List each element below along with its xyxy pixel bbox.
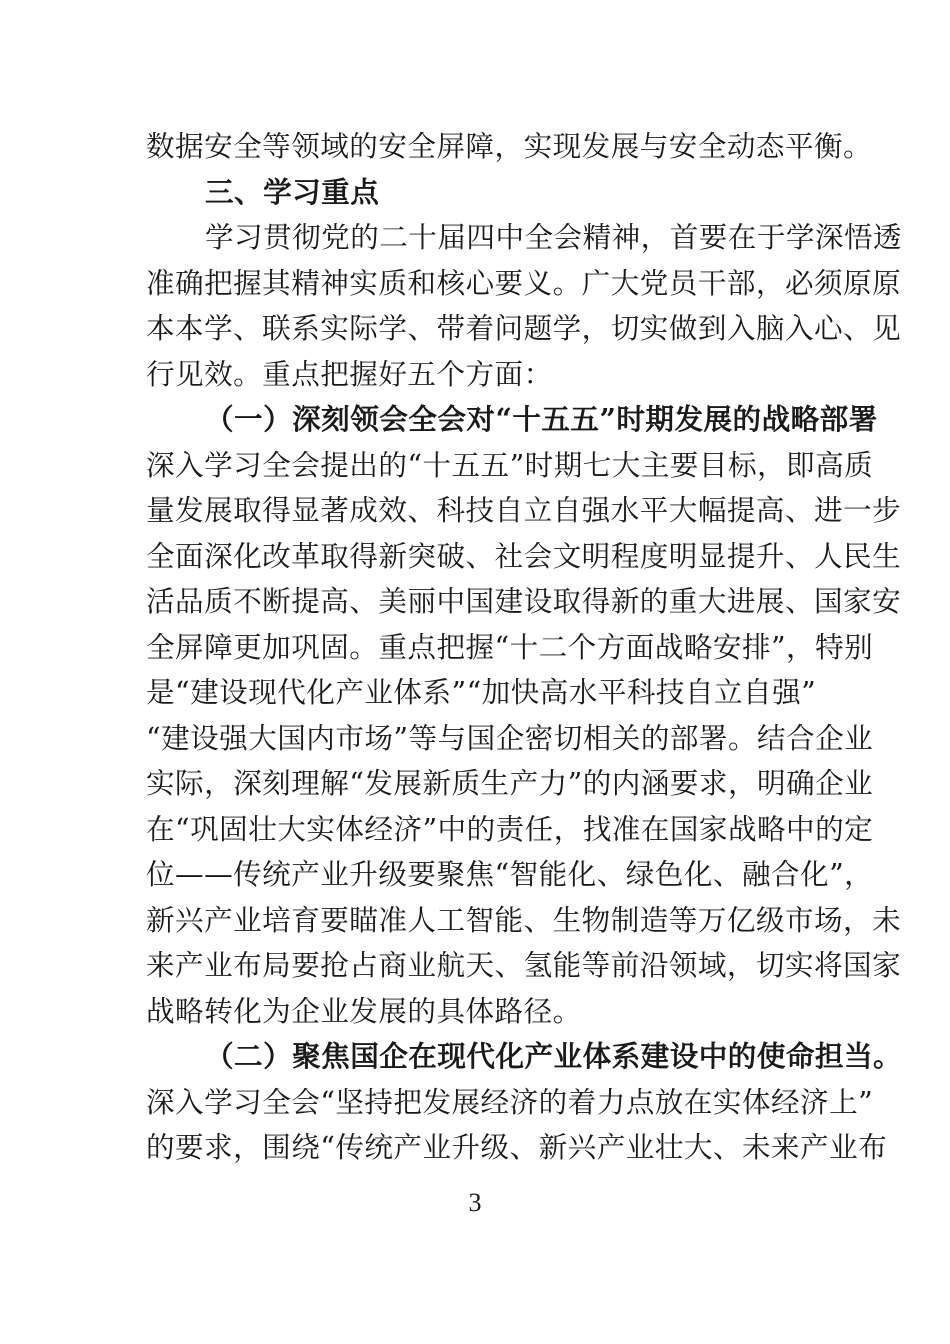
text-line: “建设强大国内市场”等与国企密切相关的部署。结合企业: [146, 720, 874, 755]
text-line: 数据安全等领域的安全屏障，实现发展与安全动态平衡。: [146, 129, 873, 163]
text-line: 位——传统产业升级要聚焦“智能化、绿色化、融合化”，: [146, 857, 874, 891]
text-line: 准确把握其精神实质和核心要义。广大党员干部，必须原原: [146, 265, 902, 300]
text-line: 的要求，围绕“传统产业升级、新兴产业壮大、未来产业布: [146, 1130, 888, 1164]
subsection-heading: （二）聚焦国企在现代化产业体系建设中的使命担当。: [205, 1039, 903, 1073]
text-line: 深入学习全会“坚持把发展经济的着力点放在实体经济上”: [146, 1084, 874, 1119]
subsection-heading: （一）深刻领会全会对“十五五”时期发展的战略部署: [205, 402, 878, 436]
text-line: 量发展取得显著成效、科技自立自强水平大幅提高、进一步: [146, 493, 902, 527]
text-line: 来产业布局要抢占商业航天、氢能等前沿领域，切实将国家: [146, 948, 902, 982]
text-line: 深入学习全会提出的“十五五”时期七大主要目标，即高质: [146, 447, 874, 482]
text-line: 行见效。重点把握好五个方面：: [146, 356, 553, 391]
text-line: 新兴产业培育要瞄准人工智能、生物制造等万亿级市场，未: [146, 902, 902, 937]
text-line: 全面深化改革取得新突破、社会文明程度明显提升、人民生: [146, 538, 902, 573]
section-heading: 三、学习重点: [205, 174, 380, 209]
text-line: 是“建设现代化产业体系”“加快高水平科技自立自强”: [146, 675, 817, 709]
text-line: 战略转化为企业发展的具体路径。: [146, 993, 582, 1028]
page-number: 3: [468, 1188, 482, 1217]
text-line: 活品质不断提高、美丽中国建设取得新的重大进展、国家安: [146, 584, 902, 618]
text-line: 全屏障更加巩固。重点把握“十二个方面战略安排”，特别: [146, 629, 874, 664]
text-line: 本本学、联系实际学、带着问题学，切实做到入脑入心、见: [146, 311, 902, 345]
paragraph-first-line: 学习贯彻党的二十届四中全会精神，首要在于学深悟透: [205, 220, 903, 254]
text-line: 在“巩固壮大实体经济”中的责任，找准在国家战略中的定: [146, 811, 874, 846]
document-body: [146, 124, 903, 1171]
text-line: 实际，深刻理解“发展新质生产力”的内涵要求，明确企业: [146, 766, 874, 800]
